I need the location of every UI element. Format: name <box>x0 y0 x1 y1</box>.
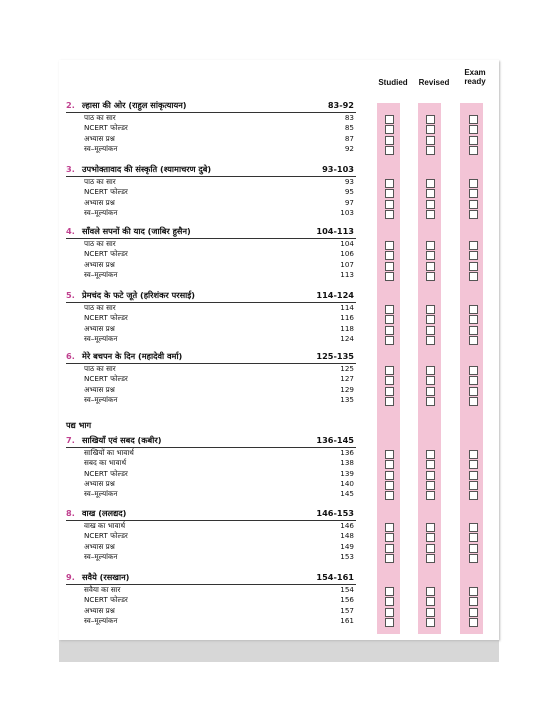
toc-section <box>66 435 356 499</box>
toc-item-label: स्व–मूल्यांकन <box>84 333 118 343</box>
checkbox-revised[interactable] <box>426 125 435 134</box>
toc-item[interactable] <box>66 334 356 344</box>
toc-item-page: 148 <box>340 531 354 541</box>
chapter-page-range: 93-103 <box>322 164 354 174</box>
checkbox-revised[interactable] <box>426 397 435 406</box>
toc-item-page: 92 <box>344 143 354 153</box>
toc-item[interactable] <box>66 239 356 249</box>
checkbox-exam-ready[interactable] <box>469 587 478 596</box>
checkbox-revised[interactable] <box>426 179 435 188</box>
chapter-title-row[interactable] <box>66 435 356 448</box>
toc-item-label: पाठ का सार <box>84 303 116 312</box>
checkbox-studied[interactable] <box>385 554 394 563</box>
toc-item-page: 118 <box>340 323 354 333</box>
toc-item-label: स्व–मूल्यांकन <box>84 615 118 625</box>
toc-item-label: अभ्यास प्रश्न <box>84 541 115 551</box>
toc-item-label: अभ्यास प्रश्न <box>84 133 115 143</box>
checkbox-revised[interactable] <box>426 523 435 532</box>
toc-item-page: 129 <box>340 384 354 394</box>
checkbox-exam-ready[interactable] <box>469 305 478 314</box>
toc-item-page: 139 <box>340 468 354 478</box>
checkbox-exam-ready[interactable] <box>469 376 478 385</box>
toc-item-label: अभ्यास प्रश्न <box>84 259 115 269</box>
checkbox-exam-ready[interactable] <box>469 146 478 155</box>
toc-item[interactable] <box>66 187 356 197</box>
chapter-title: उपभोक्तावाद की संस्कृति (श्यामाचरण दुबे) <box>82 164 212 174</box>
checkbox-exam-ready[interactable] <box>469 533 478 542</box>
toc-section <box>66 508 356 562</box>
checkbox-exam-ready[interactable] <box>469 544 478 553</box>
toc-item[interactable] <box>66 395 356 405</box>
checkbox-revised[interactable] <box>426 450 435 459</box>
checkbox-studied[interactable] <box>385 136 394 145</box>
checkbox-exam-ready[interactable] <box>469 397 478 406</box>
toc-item-label: स्व–मूल्यांकन <box>84 489 118 499</box>
toc-item-page: 125 <box>340 364 354 373</box>
toc-item[interactable] <box>66 479 356 489</box>
chapter-page-range: 125-135 <box>316 351 354 361</box>
toc-item-label: NCERT फोल्डर <box>84 595 128 605</box>
checkbox-studied[interactable] <box>385 587 394 596</box>
toc-item-label: पाठ का सार <box>84 364 116 373</box>
toc-item-page: 95 <box>344 187 354 197</box>
toc-item-page: 153 <box>340 551 354 561</box>
toc-item-label: अभ्यास प्रश्न <box>84 605 115 615</box>
toc-section <box>66 164 356 218</box>
chapter-page-range: 154-161 <box>316 572 354 582</box>
chapter-title-row[interactable] <box>66 226 356 239</box>
chapter-title-row[interactable] <box>66 100 356 113</box>
checkbox-exam-ready[interactable] <box>469 241 478 250</box>
toc-item-label: NCERT फोल्डर <box>84 187 128 197</box>
toc-item-page: 157 <box>340 605 354 615</box>
toc-item[interactable] <box>66 595 356 605</box>
checkbox-revised[interactable] <box>426 272 435 281</box>
toc-item-page: 83 <box>344 113 354 122</box>
chapter-title: वाख (ललद्यद) <box>82 508 127 518</box>
checkbox-exam-ready[interactable] <box>469 366 478 375</box>
chapter-page-range: 114-124 <box>316 290 354 300</box>
checkbox-exam-ready[interactable] <box>469 262 478 271</box>
toc-item[interactable] <box>66 134 356 144</box>
chapter-page-range: 104-113 <box>316 226 354 236</box>
checkbox-revised[interactable] <box>426 115 435 124</box>
poetry-section-heading: पद्य भाग <box>66 420 92 430</box>
toc-item[interactable] <box>66 489 356 499</box>
chapter-title-row[interactable] <box>66 351 356 364</box>
toc-item-page: 107 <box>340 259 354 269</box>
toc-item[interactable] <box>66 606 356 616</box>
checkbox-revised[interactable] <box>426 481 435 490</box>
chapter-number: 3. <box>66 164 75 174</box>
toc-item-label: अभ्यास प्रश्न <box>84 197 115 207</box>
toc-item-label: स्व–मूल्यांकन <box>84 394 118 404</box>
toc-item-label: अभ्यास प्रश्न <box>84 384 115 394</box>
toc-item-label: पाठ का सार <box>84 113 116 122</box>
checkbox-studied[interactable] <box>385 618 394 627</box>
toc-item-label: अभ्यास प्रश्न <box>84 478 115 488</box>
checkbox-revised[interactable] <box>426 544 435 553</box>
toc-item[interactable] <box>66 249 356 259</box>
checkbox-studied[interactable] <box>385 115 394 124</box>
checkbox-revised[interactable] <box>426 471 435 480</box>
toc-item[interactable] <box>66 303 356 313</box>
toc-item[interactable] <box>66 585 356 595</box>
checkbox-exam-ready[interactable] <box>469 115 478 124</box>
toc-item[interactable] <box>66 123 356 133</box>
toc-item-page: 85 <box>344 123 354 133</box>
toc-item[interactable] <box>66 521 356 531</box>
chapter-number: 4. <box>66 226 75 236</box>
toc-item[interactable] <box>66 260 356 270</box>
chapter-title-row[interactable] <box>66 572 356 585</box>
toc-item-page: 140 <box>340 478 354 488</box>
checkbox-exam-ready[interactable] <box>469 210 478 219</box>
checkbox-revised[interactable] <box>426 210 435 219</box>
checkbox-studied[interactable] <box>385 251 394 260</box>
chapter-title: मेरे बचपन के दिन (महादेवी वर्मा) <box>82 351 183 361</box>
toc-item[interactable] <box>66 552 356 562</box>
chapter-page-range: 83-92 <box>327 100 354 110</box>
toc-item[interactable] <box>66 458 356 468</box>
checkbox-studied[interactable] <box>385 450 394 459</box>
toc-item-page: 113 <box>340 269 354 279</box>
toc-item-page: 156 <box>340 595 354 605</box>
checkbox-studied[interactable] <box>385 533 394 542</box>
toc-item-label: स्व–मूल्यांकन <box>84 143 118 153</box>
toc-item-label: NCERT फोल्डर <box>84 531 128 541</box>
checkbox-revised[interactable] <box>426 326 435 335</box>
toc-item[interactable] <box>66 313 356 323</box>
toc-section <box>66 100 356 154</box>
checkbox-exam-ready[interactable] <box>469 481 478 490</box>
toc-item[interactable] <box>66 208 356 218</box>
chapter-number: 8. <box>66 508 75 518</box>
checkbox-exam-ready[interactable] <box>469 450 478 459</box>
checkbox-revised[interactable] <box>426 200 435 209</box>
toc-item-label: NCERT फोल्डर <box>84 374 128 384</box>
checkbox-studied[interactable] <box>385 336 394 345</box>
chapter-title-row[interactable] <box>66 164 356 177</box>
page-bottom-edge <box>59 640 499 662</box>
checkbox-studied[interactable] <box>385 189 394 198</box>
toc-item-page: 138 <box>340 458 354 468</box>
checkbox-exam-ready[interactable] <box>469 136 478 145</box>
toc-section <box>66 226 356 280</box>
checkbox-studied[interactable] <box>385 460 394 469</box>
toc-item-label: NCERT फोल्डर <box>84 249 128 259</box>
checkbox-exam-ready[interactable] <box>469 554 478 563</box>
chapter-number: 9. <box>66 572 75 582</box>
checkbox-studied[interactable] <box>385 315 394 324</box>
checkbox-exam-ready[interactable] <box>469 125 478 134</box>
checkbox-exam-ready[interactable] <box>469 315 478 324</box>
checkbox-revised[interactable] <box>426 136 435 145</box>
checkbox-exam-ready[interactable] <box>469 491 478 500</box>
checkbox-studied[interactable] <box>385 481 394 490</box>
toc-item-page: 104 <box>340 239 354 248</box>
checkbox-exam-ready[interactable] <box>469 179 478 188</box>
checkbox-exam-ready[interactable] <box>469 251 478 260</box>
toc-item-label: स्व–मूल्यांकन <box>84 269 118 279</box>
toc-item-label: पाठ का सार <box>84 177 116 186</box>
checkbox-studied[interactable] <box>385 471 394 480</box>
checkbox-revised[interactable] <box>426 336 435 345</box>
checkbox-exam-ready[interactable] <box>469 272 478 281</box>
toc-item-page: 97 <box>344 197 354 207</box>
toc-item-page: 135 <box>340 394 354 404</box>
checkbox-studied[interactable] <box>385 272 394 281</box>
toc-item-label: सबद का भावार्थ <box>84 458 127 468</box>
toc-item[interactable] <box>66 198 356 208</box>
toc-item-page: 93 <box>344 177 354 186</box>
checkbox-revised[interactable] <box>426 618 435 627</box>
checkbox-exam-ready[interactable] <box>469 597 478 606</box>
toc-section <box>66 572 356 626</box>
chapter-title: ल्हासा की ओर (राहुल सांकृत्यायन) <box>82 100 187 110</box>
checkbox-revised[interactable] <box>426 366 435 375</box>
toc-item[interactable] <box>66 113 356 123</box>
checkbox-revised[interactable] <box>426 189 435 198</box>
chapter-number: 2. <box>66 100 75 110</box>
chapter-page-range: 136-145 <box>316 435 354 445</box>
toc-item-label: NCERT फोल्डर <box>84 468 128 478</box>
column-header-exam-ready: Exam ready <box>464 68 486 86</box>
toc-item-label: NCERT फोल्डर <box>84 123 128 133</box>
toc-item-label: साखियों का भावार्थ <box>84 448 134 457</box>
checkbox-studied[interactable] <box>385 125 394 134</box>
chapter-number: 5. <box>66 290 75 300</box>
checkbox-revised[interactable] <box>426 597 435 606</box>
checkbox-exam-ready[interactable] <box>469 460 478 469</box>
checkbox-revised[interactable] <box>426 491 435 500</box>
toc-item-label: अभ्यास प्रश्न <box>84 323 115 333</box>
toc-item-page: 136 <box>340 448 354 457</box>
checkbox-exam-ready[interactable] <box>469 336 478 345</box>
checkbox-studied[interactable] <box>385 608 394 617</box>
toc-item[interactable] <box>66 448 356 458</box>
checkbox-exam-ready[interactable] <box>469 326 478 335</box>
toc-item-page: 124 <box>340 333 354 343</box>
toc-item-page: 114 <box>340 303 354 312</box>
checkbox-studied[interactable] <box>385 397 394 406</box>
toc-item[interactable] <box>66 364 356 374</box>
toc-section <box>66 351 356 405</box>
checkbox-studied[interactable] <box>385 387 394 396</box>
chapter-title-row[interactable] <box>66 290 356 303</box>
toc-item-label: पाठ का सार <box>84 239 116 248</box>
toc-item-page: 87 <box>344 133 354 143</box>
toc-item-label: स्व–मूल्यांकन <box>84 207 118 217</box>
toc-section <box>66 290 356 344</box>
toc-item[interactable] <box>66 531 356 541</box>
checkbox-studied[interactable] <box>385 366 394 375</box>
checkbox-studied[interactable] <box>385 544 394 553</box>
checkbox-revised[interactable] <box>426 251 435 260</box>
checkbox-revised[interactable] <box>426 460 435 469</box>
checkbox-studied[interactable] <box>385 210 394 219</box>
toc-item-page: 149 <box>340 541 354 551</box>
checkbox-revised[interactable] <box>426 315 435 324</box>
checkbox-revised[interactable] <box>426 146 435 155</box>
column-header-studied: Studied <box>378 78 408 87</box>
checkbox-revised[interactable] <box>426 376 435 385</box>
chapter-title: प्रेमचंद के फटे जूते (हरिशंकर परसाई) <box>82 290 196 300</box>
checkbox-revised[interactable] <box>426 262 435 271</box>
chapter-number: 6. <box>66 351 75 361</box>
chapter-title: सवैये (रसखान) <box>82 572 130 582</box>
toc-item[interactable] <box>66 144 356 154</box>
checkbox-studied[interactable] <box>385 200 394 209</box>
toc-item[interactable] <box>66 177 356 187</box>
chapter-title: साखियाँ एवं सबद (कबीर) <box>82 435 162 445</box>
checkbox-revised[interactable] <box>426 608 435 617</box>
checkbox-revised[interactable] <box>426 533 435 542</box>
checkbox-studied[interactable] <box>385 179 394 188</box>
toc-item[interactable] <box>66 385 356 395</box>
toc-item-page: 146 <box>340 521 354 530</box>
chapter-number: 7. <box>66 435 75 445</box>
toc-item[interactable] <box>66 270 356 280</box>
checkbox-exam-ready[interactable] <box>469 189 478 198</box>
checkbox-revised[interactable] <box>426 305 435 314</box>
toc-item-page: 145 <box>340 489 354 499</box>
toc-item-page: 154 <box>340 585 354 594</box>
toc-item-page: 116 <box>340 313 354 323</box>
toc-item-label: NCERT फोल्डर <box>84 313 128 323</box>
toc-item-label: स्व–मूल्यांकन <box>84 551 118 561</box>
checkbox-studied[interactable] <box>385 241 394 250</box>
toc-item-label: सवैया का सार <box>84 585 121 594</box>
checkbox-exam-ready[interactable] <box>469 200 478 209</box>
toc-item-label: वाख का भावार्थ <box>84 521 126 530</box>
chapter-title-row[interactable] <box>66 508 356 521</box>
toc-item[interactable] <box>66 324 356 334</box>
checkbox-exam-ready[interactable] <box>469 471 478 480</box>
toc-item-page: 106 <box>340 249 354 259</box>
toc-item[interactable] <box>66 469 356 479</box>
checkbox-revised[interactable] <box>426 241 435 250</box>
checkbox-studied[interactable] <box>385 146 394 155</box>
checkbox-exam-ready[interactable] <box>469 523 478 532</box>
toc-item[interactable] <box>66 542 356 552</box>
checkbox-studied[interactable] <box>385 326 394 335</box>
toc-item-page: 127 <box>340 374 354 384</box>
checkbox-exam-ready[interactable] <box>469 618 478 627</box>
checkbox-exam-ready[interactable] <box>469 387 478 396</box>
checkbox-studied[interactable] <box>385 305 394 314</box>
checkbox-studied[interactable] <box>385 376 394 385</box>
checkbox-studied[interactable] <box>385 597 394 606</box>
chapter-title: साँवले सपनों की याद (जाबिर हुसैन) <box>82 226 191 236</box>
checkbox-studied[interactable] <box>385 262 394 271</box>
toc-item-page: 161 <box>340 615 354 625</box>
toc-item-page: 103 <box>340 207 354 217</box>
checkbox-revised[interactable] <box>426 554 435 563</box>
toc-item[interactable] <box>66 616 356 626</box>
chapter-page-range: 146-153 <box>316 508 354 518</box>
toc-item[interactable] <box>66 374 356 384</box>
checkbox-studied[interactable] <box>385 491 394 500</box>
column-header-revised: Revised <box>418 78 450 87</box>
checkbox-exam-ready[interactable] <box>469 608 478 617</box>
checkbox-revised[interactable] <box>426 587 435 596</box>
checkbox-studied[interactable] <box>385 523 394 532</box>
checkbox-revised[interactable] <box>426 387 435 396</box>
